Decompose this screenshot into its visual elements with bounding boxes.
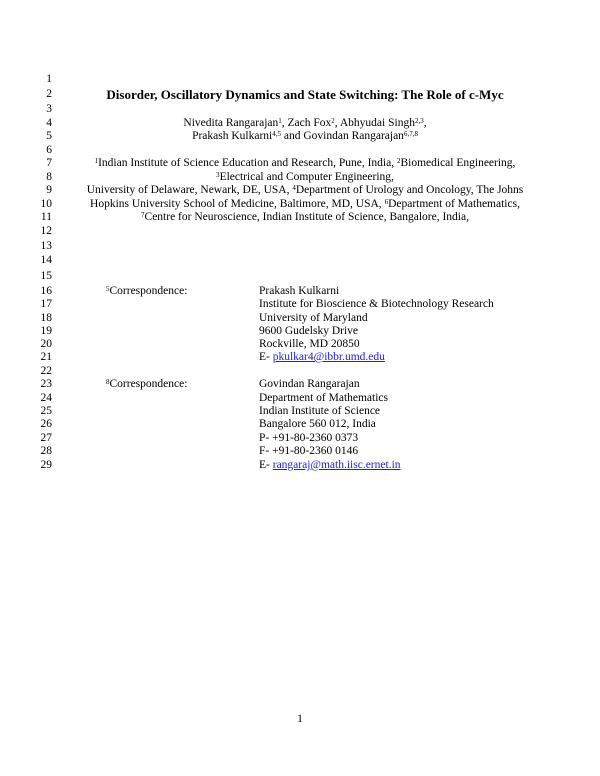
line-number: 18 bbox=[40, 312, 52, 324]
line-number: 25 bbox=[40, 405, 52, 417]
line-number: 1 bbox=[46, 73, 52, 85]
affiliation-line-3 bbox=[60, 184, 550, 197]
line-number: 21 bbox=[40, 351, 52, 363]
corr-2-fax: F- +91-80-2360 0146 bbox=[259, 445, 359, 457]
affil-marker: 2 bbox=[396, 157, 401, 165]
corr-2-city: Bangalore 560 012, India bbox=[259, 418, 376, 430]
affil-marker: 1 bbox=[94, 157, 99, 165]
corr-1-name: Prakash Kulkarni bbox=[259, 285, 340, 297]
corr-marker: 8 bbox=[106, 378, 110, 386]
author-line-2 bbox=[60, 130, 550, 143]
corr-1-institute: Institute for Bioscience & Biotechnology Research bbox=[259, 298, 494, 310]
affil-text: Centre for Neuroscience, Indian Institute of Science, Bangalore, India, bbox=[144, 211, 469, 223]
affil-text: Indian Institute of Science Education and Research, Pune, India, bbox=[98, 157, 397, 169]
line-number: 3 bbox=[46, 103, 52, 115]
email-prefix: E- bbox=[259, 459, 273, 471]
affil-marker: 6 bbox=[384, 198, 389, 206]
correspondence-2-label bbox=[106, 378, 187, 391]
corr-2-institute: Indian Institute of Science bbox=[259, 405, 381, 417]
affil-marker: 7 bbox=[141, 211, 145, 219]
author-4: Prakash Kulkarni bbox=[192, 130, 273, 142]
line-number: 9 bbox=[46, 184, 52, 196]
affil-marker: 3 bbox=[216, 171, 220, 179]
affil-text: Department of Urology and Oncology, The Johns bbox=[295, 184, 524, 196]
line-number: 17 bbox=[40, 298, 52, 310]
affiliation-line-2 bbox=[60, 171, 550, 184]
email-prefix: E- bbox=[259, 351, 273, 363]
line-number: 20 bbox=[40, 338, 52, 350]
corr-2-department: Department of Mathematics bbox=[259, 392, 389, 404]
line-number: 26 bbox=[40, 418, 52, 430]
line-number: 22 bbox=[40, 365, 52, 377]
corr-label-text: Correspondence: bbox=[109, 378, 188, 390]
line-number: 24 bbox=[40, 392, 52, 404]
author-2: , Zach Fox bbox=[281, 117, 332, 129]
affiliation-line-5 bbox=[60, 211, 550, 224]
author-5-affil: 6,7,8 bbox=[403, 130, 418, 138]
corr-1-city: Rockville, MD 20850 bbox=[259, 338, 360, 350]
line-number: 8 bbox=[46, 171, 52, 183]
line-number: 4 bbox=[46, 117, 52, 129]
line-number: 5 bbox=[46, 130, 52, 142]
author-3-affil: 2,3 bbox=[414, 117, 424, 125]
corr-2-email-link[interactable]: rangaraj@math.iisc.ernet.in bbox=[272, 459, 401, 471]
line-number: 19 bbox=[40, 325, 52, 337]
page-number: 1 bbox=[297, 713, 303, 725]
author-4-affil: 4,5 bbox=[272, 130, 281, 138]
affil-text: Biomedical Engineering, bbox=[400, 157, 516, 169]
line-number: 15 bbox=[40, 270, 52, 282]
correspondence-1-label bbox=[106, 285, 187, 298]
author-line-1 bbox=[60, 117, 550, 130]
corr-2-name: Govindan Rangarajan bbox=[259, 378, 360, 390]
line-number: 27 bbox=[40, 432, 52, 444]
author-3: , Abhyudai Singh bbox=[334, 117, 415, 129]
affil-text: Electrical and Computer Engineering, bbox=[219, 171, 394, 183]
affiliation-line-1 bbox=[60, 157, 550, 170]
corr-marker: 5 bbox=[106, 285, 110, 293]
corr-2-email-line bbox=[259, 459, 401, 472]
line-number: 7 bbox=[46, 157, 52, 169]
line-number: 11 bbox=[40, 211, 52, 223]
affil-text: Department of Mathematics, bbox=[388, 198, 520, 210]
line-number: 29 bbox=[40, 459, 52, 471]
author-1: Nivedita Rangarajan bbox=[183, 117, 279, 129]
line-number: 12 bbox=[40, 225, 52, 237]
corr-1-email-line bbox=[259, 351, 385, 364]
corr-label-text: Correspondence: bbox=[109, 285, 188, 297]
line-number: 23 bbox=[40, 378, 52, 390]
line-number: 16 bbox=[40, 285, 52, 297]
affiliation-line-4 bbox=[60, 198, 550, 211]
paper-title: Disorder, Oscillatory Dynamics and State Switching: The Role of c-Myc bbox=[106, 87, 504, 102]
line-number: 10 bbox=[40, 198, 52, 210]
author-line-comma: , bbox=[423, 117, 427, 129]
affil-marker: 4 bbox=[292, 184, 296, 192]
corr-1-email-link[interactable]: pkulkar4@ibbr.umd.edu bbox=[272, 351, 385, 363]
line-number: 6 bbox=[46, 144, 52, 156]
line-number: 13 bbox=[40, 240, 52, 252]
corr-1-street: 9600 Gudelsky Drive bbox=[259, 325, 359, 337]
line-number: 28 bbox=[40, 445, 52, 457]
author-2-affil: 2 bbox=[331, 117, 335, 125]
corr-2-phone: P- +91-80-2360 0373 bbox=[259, 432, 359, 444]
author-5: and Govindan Rangarajan bbox=[280, 130, 404, 142]
corr-1-university: University of Maryland bbox=[259, 312, 368, 324]
author-1-affil: 1 bbox=[278, 117, 282, 125]
affil-text: University of Delaware, Newark, DE, USA, bbox=[86, 184, 293, 196]
line-number: 14 bbox=[40, 254, 52, 266]
affil-text: Hopkins University School of Medicine, Baltimore, MD, USA, bbox=[90, 198, 385, 210]
line-number: 2 bbox=[46, 88, 52, 100]
